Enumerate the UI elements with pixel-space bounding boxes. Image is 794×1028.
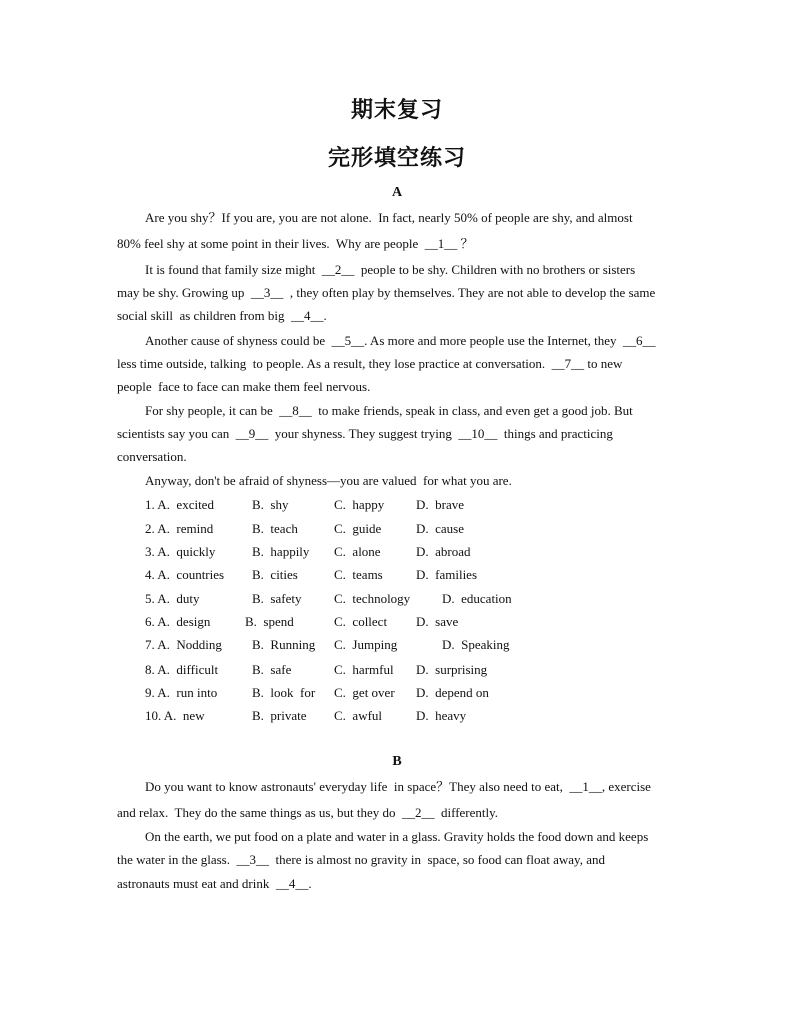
option-c: C. teams [334, 567, 383, 582]
option-c: C. get over [334, 685, 395, 700]
option-c: C. alone [334, 544, 381, 559]
option-b: B. safe [252, 662, 292, 677]
option-b: B. Running [252, 637, 316, 652]
option-c: C. harmful [334, 662, 394, 677]
option-d: D. families [416, 567, 478, 582]
option-d: D. cause [416, 521, 465, 536]
passage-line: For shy people, it can be __8__ to make friends, speak in class, and even get a good job. But [145, 403, 633, 418]
passage-line: Another cause of shyness could be __5__. As more and more people use the Internet, they __6__ [145, 333, 656, 348]
option-a: 2. A. remind [145, 521, 214, 536]
passage-line: conversation. [117, 449, 187, 464]
option-d: D. depend on [416, 685, 489, 700]
passage-line: less time outside, talking to people. As a result, they lose practice at conversation. __7__ to new [117, 356, 623, 371]
option-b: B. safety [252, 591, 302, 606]
option-d: D. surprising [416, 662, 488, 677]
passage-line: Do you want to know astronauts' everyday life in space？They also need to eat, __1__, exercise [145, 779, 651, 794]
option-b: B. private [252, 708, 307, 723]
option-d: D. save [416, 614, 459, 629]
passage-line: and relax. They do the same things as us, but they do __2__ differently. [117, 805, 499, 820]
option-d: D. education [442, 591, 512, 606]
option-b: B. spend [245, 614, 294, 629]
option-c: C. guide [334, 521, 382, 536]
option-a: 8. A. difficult [145, 662, 219, 677]
option-a: 5. A. duty [145, 591, 200, 606]
option-b: B. cities [252, 567, 298, 582]
passage-line: scientists say you can __9__ your shyness. They suggest trying __10__ things and practicing [117, 426, 613, 441]
passage-line: Anyway, don't be afraid of shyness—you are valued for what you are. [145, 473, 512, 488]
option-a: 6. A. design [145, 614, 211, 629]
option-b: B. teach [252, 521, 298, 536]
passage-line: It is found that family size might __2__ people to be shy. Children with no brothers or sisters [145, 262, 636, 277]
option-a: 3. A. quickly [145, 544, 216, 559]
passage-line: people face to face can make them feel nervous. [117, 379, 371, 394]
option-a: 9. A. run into [145, 685, 218, 700]
passage-line: 80% feel shy at some point in their lives. Why are people __1__ ？ [117, 236, 474, 251]
passage-line: Are you shy？If you are, you are not alone. In fact, nearly 50% of people are shy, and almost [145, 210, 633, 225]
option-a: 7. A. Nodding [145, 637, 222, 652]
passage-line: social skill as children from big __4__. [117, 308, 327, 323]
option-d: D. abroad [416, 544, 471, 559]
option-c: C. technology [334, 591, 411, 606]
passage-line: On the earth, we put food on a plate and water in a glass. Gravity holds the food down and keeps [145, 829, 649, 844]
option-d: D. brave [416, 497, 465, 512]
option-c: C. collect [334, 614, 388, 629]
option-b: B. look for [252, 685, 316, 700]
option-c: C. Jumping [334, 637, 398, 652]
section-a-heading: A [391, 185, 403, 200]
passage-line: may be shy. Growing up __3__ , they often play by themselves. They are not able to develop the same [117, 285, 656, 300]
option-c: C. happy [334, 497, 385, 512]
title-line-1: 期末复习 [350, 98, 443, 123]
option-d: D. Speaking [442, 637, 510, 652]
option-c: C. awful [334, 708, 383, 723]
passage-line: the water in the glass. __3__ there is almost no gravity in space, so food can float away, and [117, 852, 605, 867]
option-a: 10. A. new [145, 708, 205, 723]
title-line-2: 完形填空练习 [327, 146, 466, 171]
passage-line: astronauts must eat and drink __4__. [117, 876, 312, 891]
option-b: B. shy [252, 497, 289, 512]
option-a: 1. A. excited [145, 497, 214, 512]
option-d: D. heavy [416, 708, 467, 723]
option-b: B. happily [252, 544, 310, 559]
section-b-heading: B [392, 754, 402, 769]
option-a: 4. A. countries [145, 567, 225, 582]
